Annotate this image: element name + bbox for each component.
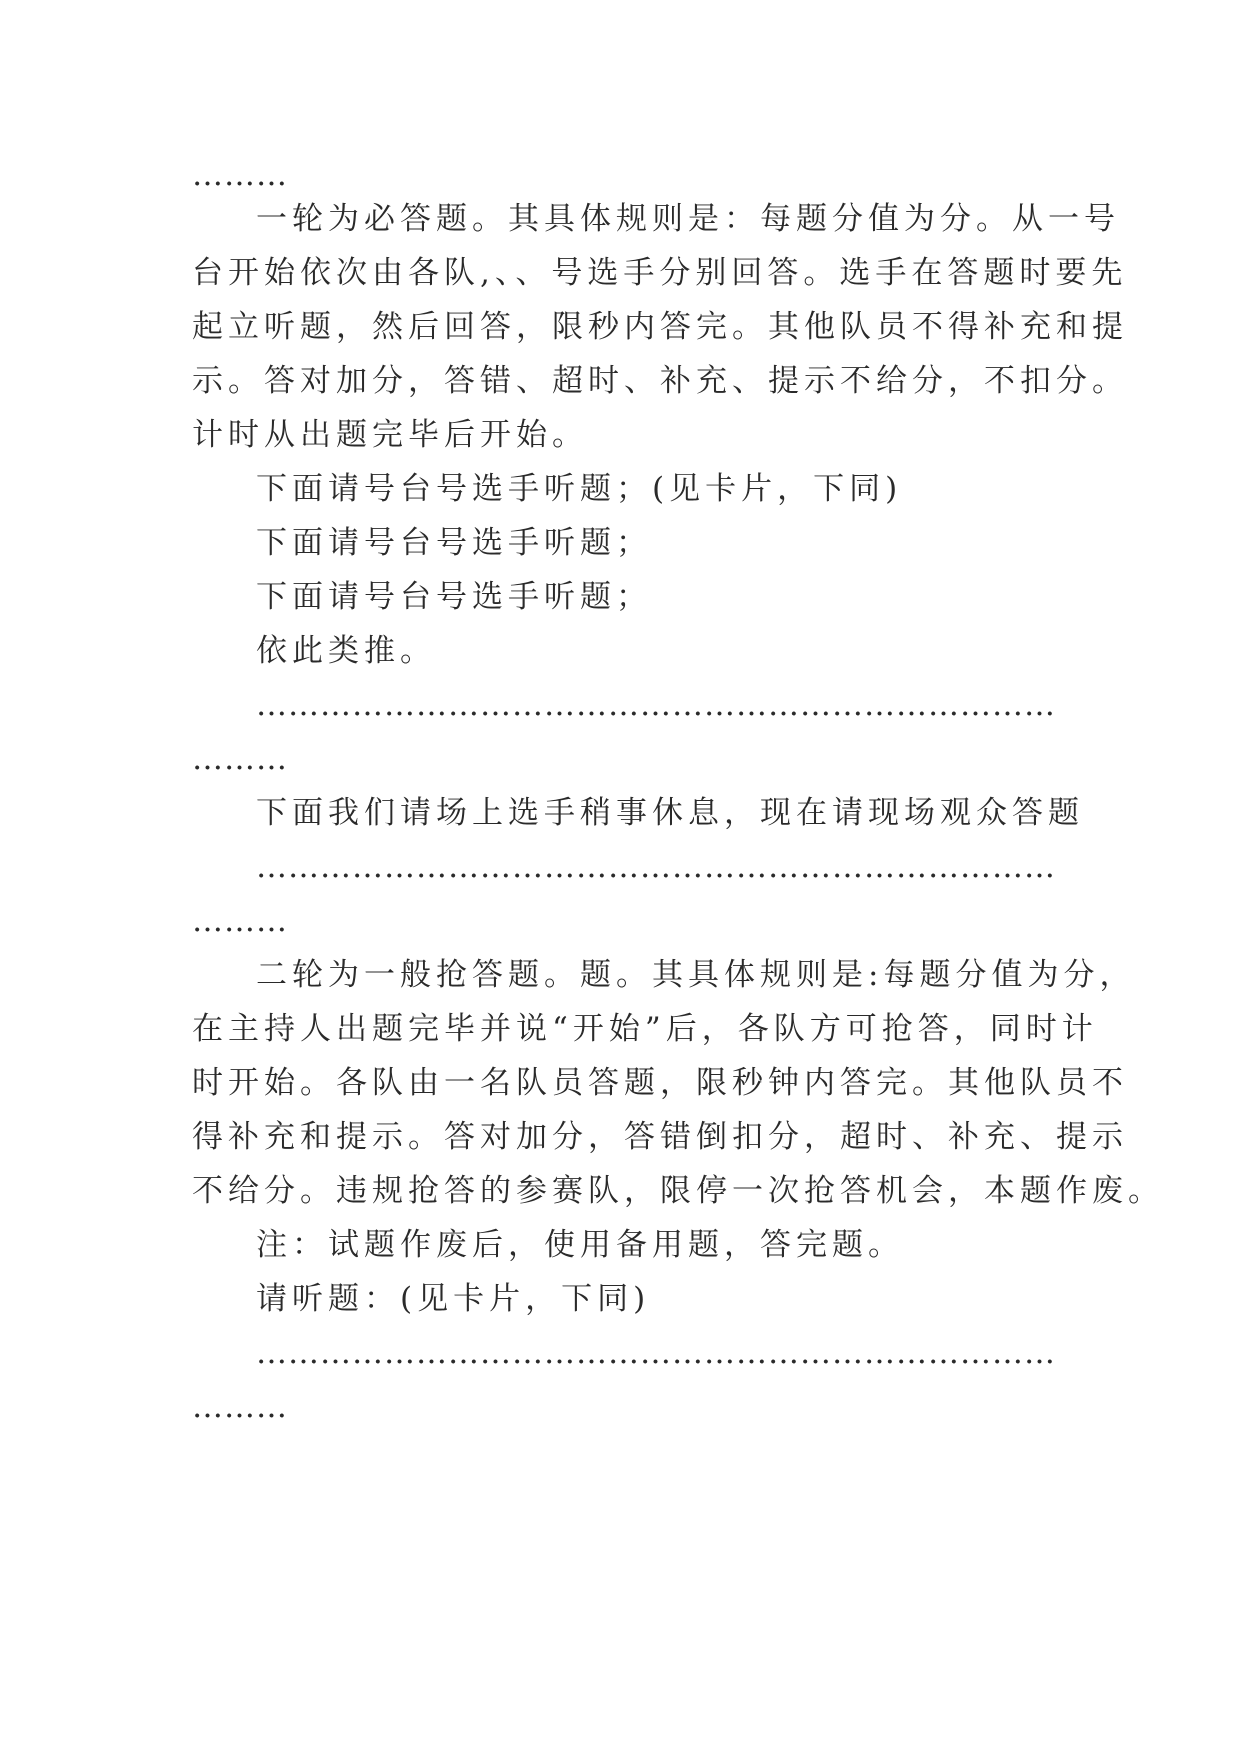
ellipsis-line: ………………………………………………………………… — [256, 687, 1056, 723]
question-call-line-2: 下面请号台号选手听题； — [256, 525, 652, 561]
ellipsis-line: ……… — [192, 157, 288, 193]
ellipsis-line: ……… — [192, 903, 288, 939]
and-so-on-line: 依此类推。 — [256, 633, 436, 669]
round-two-rules-line-3: 时开始。各队由一名队员答题，限秒钟内答完。其他队员不 — [192, 1065, 1128, 1101]
ellipsis-line: ……… — [192, 741, 288, 777]
ellipsis-line: ………………………………………………………………… — [256, 849, 1056, 885]
note-line: 注：试题作废后，使用备用题，答完题。 — [256, 1227, 904, 1263]
round-one-rules-line-1: 一轮为必答题。其具体规则是：每题分值为分。从一号 — [256, 201, 1120, 237]
round-one-rules-line-2: 台开始依次由各队,、、号选手分别回答。选手在答题时要先 — [192, 255, 1128, 291]
round-two-rules-line-5: 不给分。违规抢答的参赛队，限停一次抢答机会，本题作废。 — [192, 1173, 1164, 1209]
audience-question-line: 下面我们请场上选手稍事休息，现在请现场观众答题 — [256, 795, 1084, 831]
ellipsis-line: ……… — [192, 1389, 288, 1425]
round-two-rules-line-1: 二轮为一般抢答题。题。其具体规则是:每题分值为分， — [256, 957, 1136, 993]
round-two-rules-line-2: 在主持人出题完毕并说“开始”后，各队方可抢答，同时计 — [192, 1011, 1098, 1047]
round-one-rules-line-3: 起立听题，然后回答，限秒内答完。其他队员不得补充和提 — [192, 309, 1128, 345]
ellipsis-line: ………………………………………………………………… — [256, 1335, 1056, 1371]
listen-question-line: 请听题：(见卡片，下同) — [256, 1281, 651, 1317]
round-one-rules-line-4: 示。答对加分，答错、超时、补充、提示不给分，不扣分。 — [192, 363, 1128, 399]
round-one-rules-line-5: 计时从出题完毕后开始。 — [192, 417, 588, 453]
round-two-rules-line-4: 得补充和提示。答对加分，答错倒扣分，超时、补充、提示 — [192, 1119, 1128, 1155]
question-call-line-3: 下面请号台号选手听题； — [256, 579, 652, 615]
question-call-line-1: 下面请号台号选手听题；(见卡片，下同) — [256, 471, 903, 507]
